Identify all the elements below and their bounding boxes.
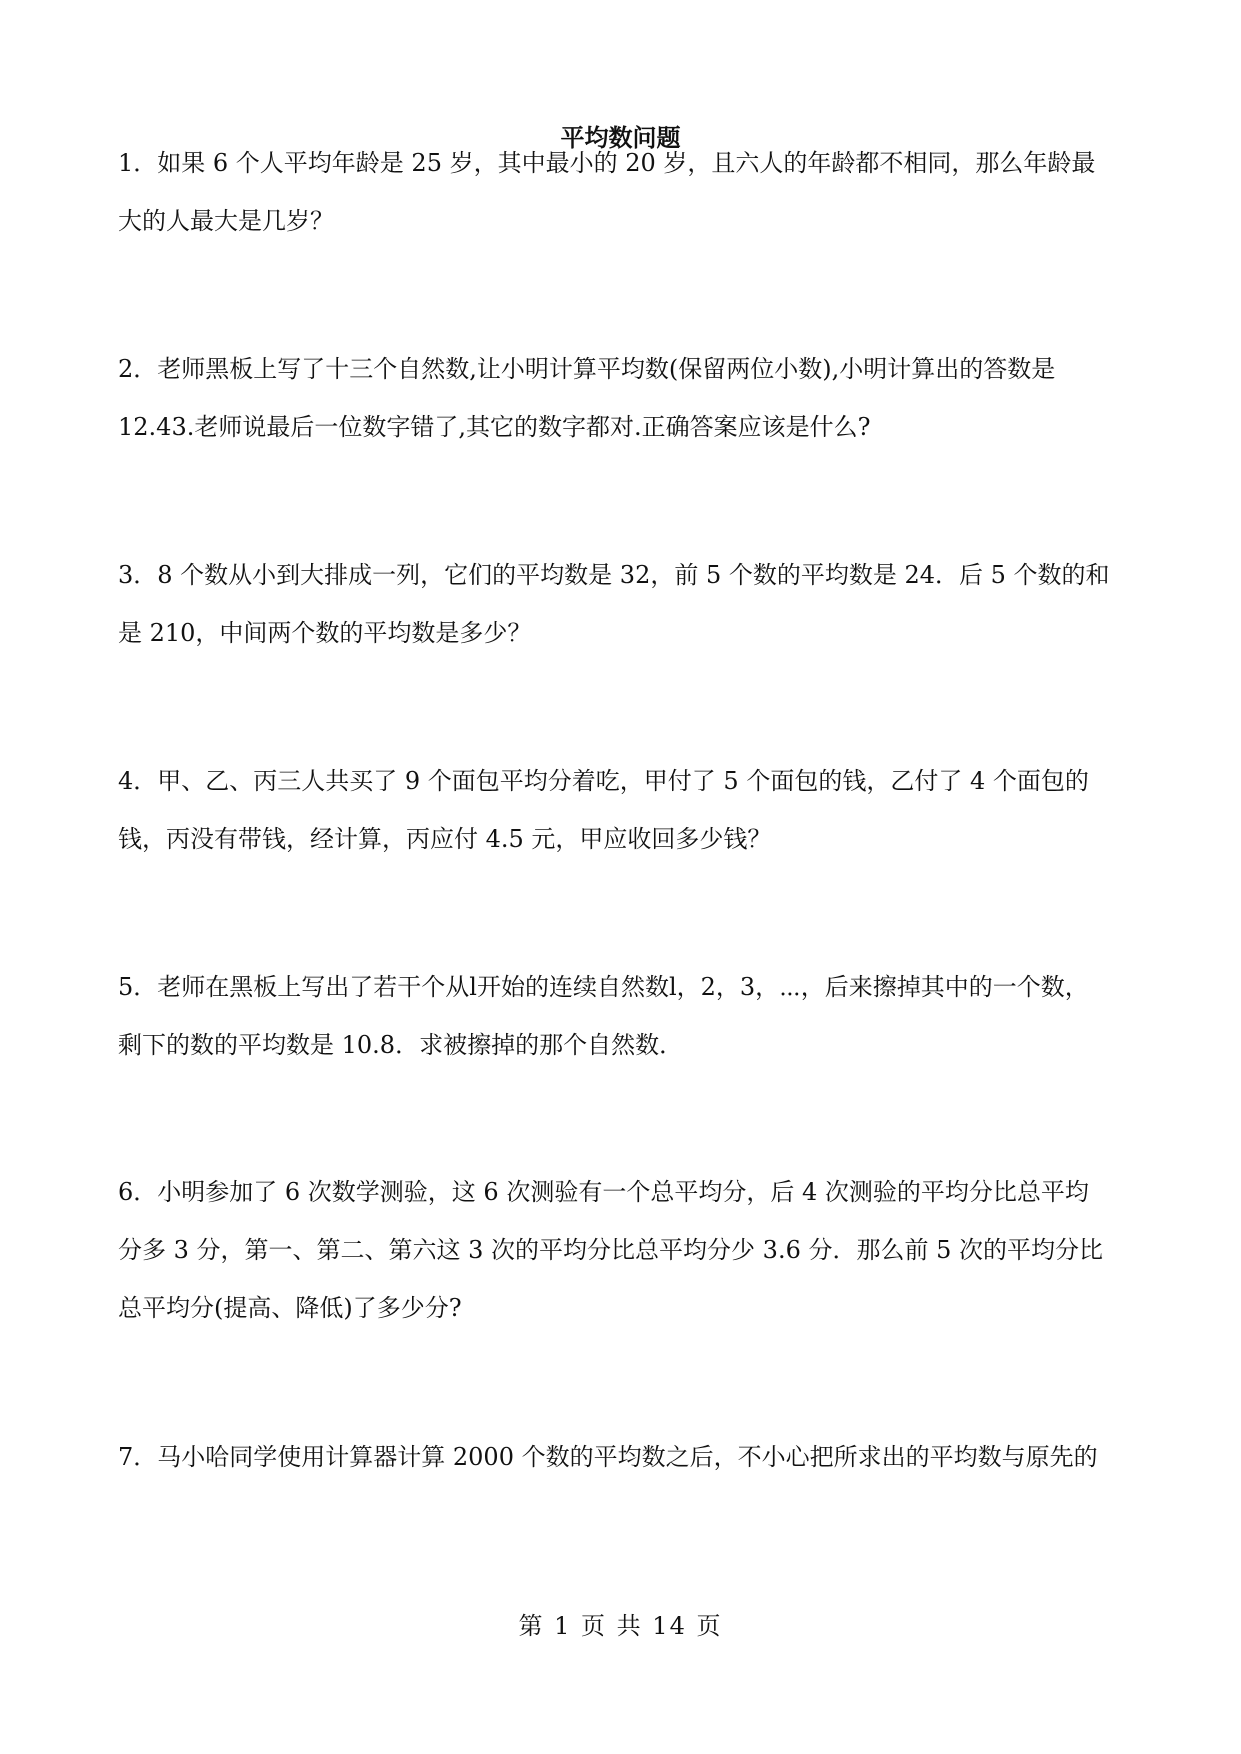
question-1 <box>118 134 1128 250</box>
question-line: 2．老师黑板上写了十三个自然数,让小明计算平均数(保留两位小数),小明计算出的答数是 <box>118 355 1056 383</box>
question-7 <box>118 1428 1128 1486</box>
question-line: 钱，丙没有带钱，经计算，丙应付 4.5 元，甲应收回多少钱？ <box>118 825 772 853</box>
question-line: 3．8 个数从小到大排成一列，它们的平均数是 32，前 5 个数的平均数是 24．后 5 个数的和 <box>118 561 1110 589</box>
question-line: 总平均分(提高、降低)了多少分? <box>118 1294 462 1322</box>
question-line: 5．老师在黑板上写出了若干个从l开始的连续自然数l，2，3，⋯，后来擦掉其中的一个数， <box>118 973 1089 1001</box>
question-5 <box>118 958 1128 1074</box>
question-line: 12.43.老师说最后一位数字错了,其它的数字都对.正确答案应该是什么? <box>118 413 871 441</box>
question-line: 6．小明参加了 6 次数学测验，这 6 次测验有一个总平均分，后 4 次测验的平均分比总平均 <box>118 1178 1089 1206</box>
question-2 <box>118 340 1128 456</box>
question-line: 7．马小哈同学使用计算器计算 2000 个数的平均数之后，不小心把所求出的平均数与原先的 <box>118 1443 1098 1471</box>
question-line: 4．甲、乙、丙三人共买了 9 个面包平均分着吃，甲付了 5 个面包的钱，乙付了 4 个面包的 <box>118 767 1089 795</box>
question-3 <box>118 546 1128 662</box>
question-line: 是 210，中间两个数的平均数是多少？ <box>118 619 532 647</box>
question-6 <box>118 1163 1128 1337</box>
question-line: 剩下的数的平均数是 10.8．求被擦掉的那个自然数． <box>118 1031 684 1059</box>
page-footer: 第 1 页 共 14 页 <box>518 1612 723 1640</box>
question-line: 大的人最大是几岁？ <box>118 207 334 235</box>
question-4 <box>118 752 1128 868</box>
question-line: 分多 3 分，第一、第二、第六这 3 次的平均分比总平均分少 3.6 分．那么前 5 次的平均分比 <box>118 1236 1104 1264</box>
question-line: 1．如果 6 个人平均年龄是 25 岁，其中最小的 20 岁，且六人的年龄都不相同，那么年龄最 <box>118 149 1096 177</box>
page-title: 平均数问题 <box>560 123 681 152</box>
